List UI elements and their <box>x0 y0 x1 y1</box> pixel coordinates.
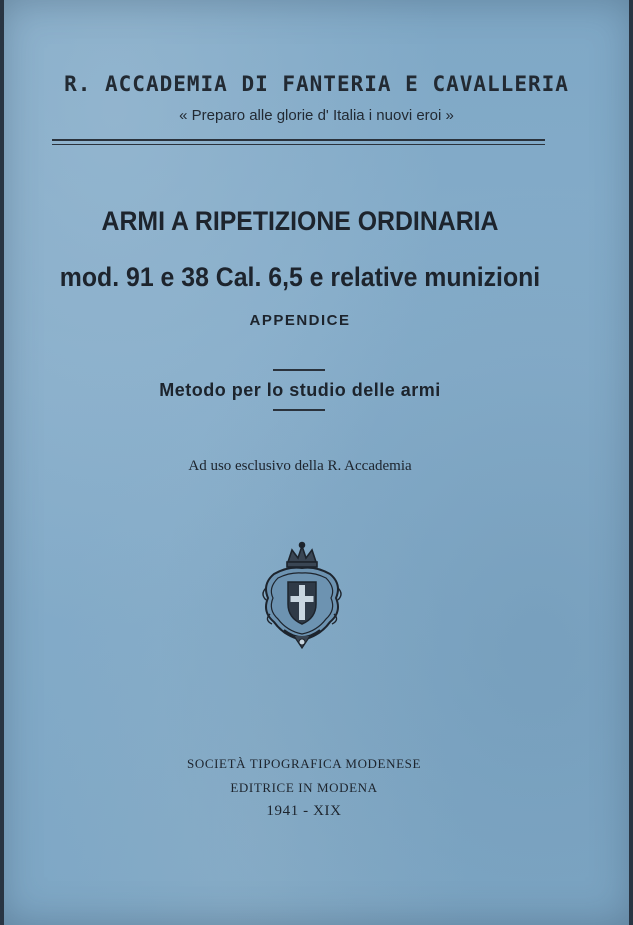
institution-header: R. ACCADEMIA DI FANTERIA E CAVALLERIA <box>64 72 569 96</box>
subtitle: Metodo per lo studio delle armi <box>159 380 441 400</box>
publisher-place: EDITRICE IN MODENA <box>230 780 378 795</box>
title-line-2: mod. 91 e 38 Cal. 6,5 e relative munizioni <box>59 262 541 292</box>
header-divider <box>52 139 545 145</box>
title-appendix: APPENDICE <box>249 312 351 329</box>
publication-year: 1941 - XIX <box>266 803 342 819</box>
publisher-name: SOCIETÀ TIPOGRAFICA MODENESE <box>187 756 421 771</box>
savoy-coat-of-arms-icon <box>254 540 350 652</box>
right-edge <box>629 0 633 925</box>
divider-short-top <box>273 369 325 371</box>
usage-note: Ad uso esclusivo della R. Accademia <box>188 458 412 474</box>
motto: « Preparo alle glorie d' Italia i nuovi eroi » <box>179 107 454 124</box>
divider-short-bottom <box>273 409 325 411</box>
title-line-1: ARMI A RIPETIZIONE ORDINARIA <box>101 206 499 236</box>
